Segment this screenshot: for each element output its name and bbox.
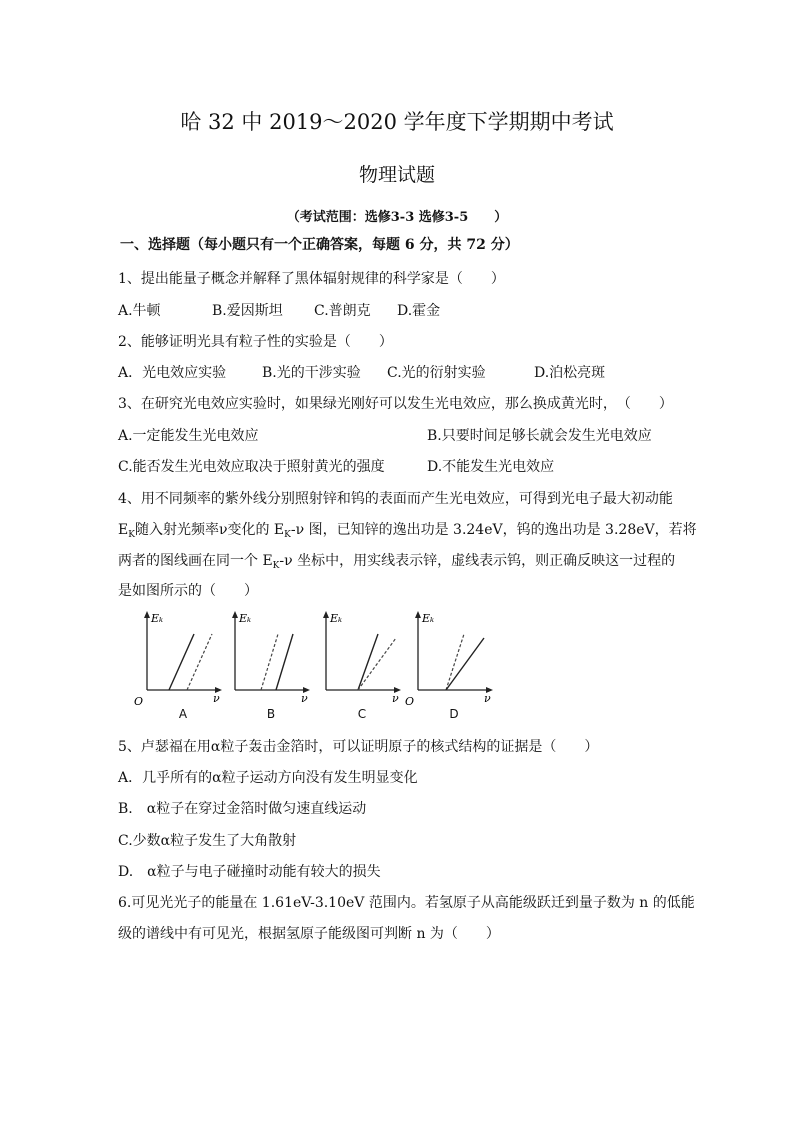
graph-d-label: D xyxy=(449,707,459,721)
question-4-line-4: 是如图所示的（ ） xyxy=(118,583,258,599)
question-3-stem: 3、在研究光电效应实验时，如果绿光刚好可以发生光电效应，那么换成黄光时， （ ） xyxy=(118,396,673,412)
exam-title: 哈 32 中 2019～2020 学年度下学期期中考试 xyxy=(180,110,614,134)
q5-option-b: B. α粒子在穿过金箔时做匀速直线运动 xyxy=(118,801,367,817)
q5-option-d: D. α粒子与电子碰撞时动能有较大的损失 xyxy=(118,864,381,880)
y-axis-label-b: Eₖ xyxy=(239,612,252,625)
zinc-line-a xyxy=(169,634,194,690)
exam-subtitle: 物理试题 xyxy=(358,164,435,186)
x-axis-label-d: ν xyxy=(484,692,491,705)
tungsten-line-c xyxy=(358,638,396,690)
question-5-stem: 5、卢瑟福在用α粒子轰击金箔时，可以证明原子的核式结构的证据是（ ） xyxy=(118,739,599,755)
tungsten-line-b xyxy=(261,634,278,690)
y-axis-label-d: Eₖ xyxy=(422,612,435,625)
question-4-line-3: 两者的图线画在同一个 $E_K-\nu$ 坐标中，用实线表示锌，虚线表示钨，则正确反映这一过程的 xyxy=(118,553,676,571)
q1-option-a: A.牛顿 xyxy=(118,303,161,319)
question-6-line-2: 级的谱线中有可见光，根据氢原子能级图可判断 n 为（ ） xyxy=(118,926,500,942)
q3-option-a: A.一定能发生光电效应 xyxy=(118,428,259,444)
q1-option-c: C.普朗克 xyxy=(314,303,371,319)
q2-option-b: B.光的干涉实验 xyxy=(262,365,361,381)
graph-b-label: B xyxy=(266,707,276,721)
tungsten-line-d xyxy=(446,634,464,690)
y-axis-label-a: Eₖ xyxy=(151,612,164,625)
question-1-stem: 1、提出能量子概念并解释了黑体辐射规律的科学家是（ ） xyxy=(118,271,505,287)
question-2-stem: 2、能够证明光具有粒子性的实验是（ ） xyxy=(118,334,393,350)
q5-option-c: C.少数α粒子发生了大角散射 xyxy=(118,833,297,849)
question-4-line-2: $E_K$随入射光频率ν变化的 $E_K-\nu$ 图，已知锌的逸出功是 3.24eV，钨的逸出功是 3.28eV，若将 xyxy=(118,522,697,540)
graph-b xyxy=(221,608,321,728)
graph-d xyxy=(404,608,504,728)
graph-a-label: A xyxy=(178,707,188,721)
graph-c xyxy=(312,608,415,728)
exam-range: （考试范围：选修3-3 选修3-5 ） xyxy=(286,210,508,225)
q3-option-c: C.能否发生光电效应取决于照射黄光的强度 xyxy=(118,459,385,475)
q1-option-d: D.霍金 xyxy=(397,303,441,319)
zinc-line-b xyxy=(276,634,293,690)
zinc-line-c xyxy=(358,634,378,690)
q3-option-b: B.只要时间足够长就会发生光电效应 xyxy=(427,428,652,444)
question-6-line-1: 6.可见光光子的能量在 1.61eV-3.10eV 范围内。若氢原子从高能级跃迁到量子数为 n 的低能 xyxy=(118,895,695,911)
section-heading: 一、选择题（每小题只有一个正确答案，每题 6 分，共 72 分） xyxy=(120,237,519,253)
x-axis-label-c: ν xyxy=(392,692,399,705)
zinc-line-d xyxy=(446,638,484,690)
origin-label-a: O xyxy=(134,695,144,708)
question-4-line-1: 4、用不同频率的紫外线分别照射锌和钨的表面而产生光电效应，可得到光电子最大初动能 xyxy=(118,491,673,507)
q5-option-a: A．几乎所有的α粒子运动方向没有发生明显变化 xyxy=(118,770,418,786)
origin-label-d: O xyxy=(405,695,415,708)
y-axis-label-c: Eₖ xyxy=(330,612,343,625)
x-axis-label-a: ν xyxy=(213,692,220,705)
x-axis-label-b: ν xyxy=(301,692,308,705)
q3-option-d: D.不能发生光电效应 xyxy=(427,459,555,475)
graph-a xyxy=(133,608,233,728)
q2-option-d: D.泊松亮斑 xyxy=(534,365,606,381)
q2-option-a: A．光电效应实验 xyxy=(118,365,227,381)
graph-c-label: C xyxy=(357,707,367,721)
q1-option-b: B.爱因斯坦 xyxy=(212,303,283,319)
q2-option-c: C.光的衍射实验 xyxy=(387,365,486,381)
